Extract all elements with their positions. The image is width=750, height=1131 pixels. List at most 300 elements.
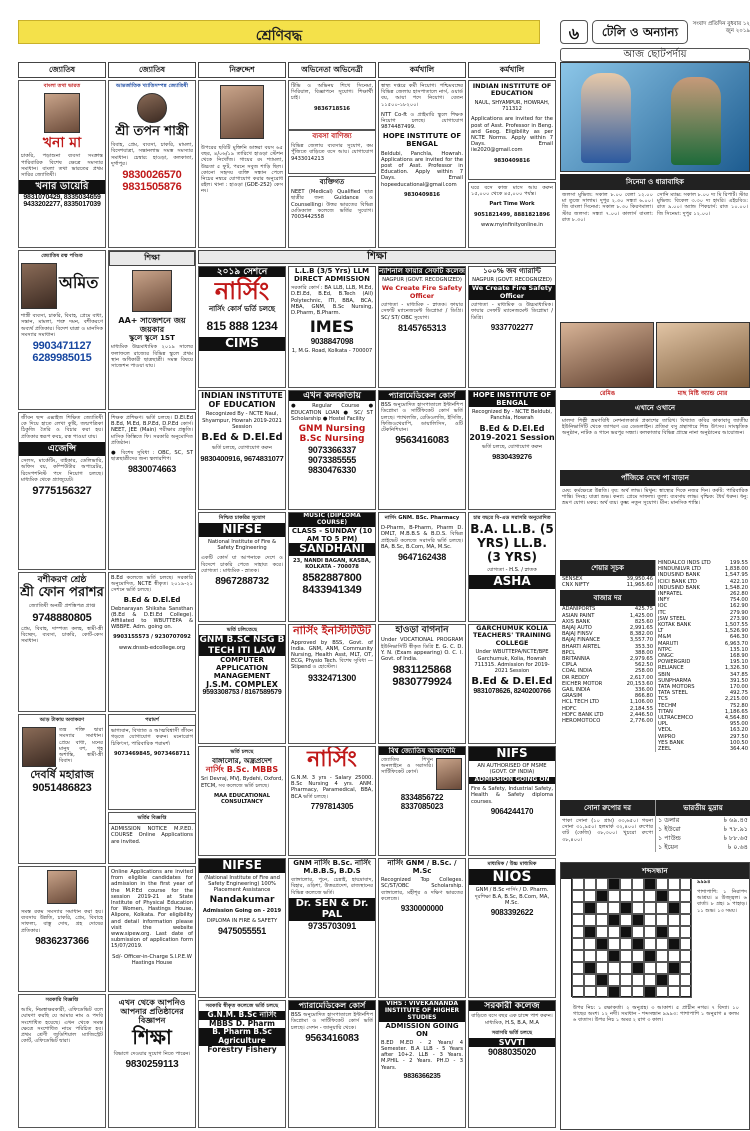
ad-body: নিশ্চিত চাকরির সুযোগ — [218, 515, 266, 521]
ad-name: অমিত — [59, 273, 99, 293]
stock-name: TCS — [658, 696, 668, 703]
crossword-cell[interactable] — [644, 890, 656, 902]
ad-iie — [198, 390, 286, 510]
ad-subtitle: COMPUTER APPLICATION MANAGEMENT — [213, 655, 271, 680]
crossword-cell[interactable] — [656, 914, 668, 926]
crossword-cell[interactable] — [620, 914, 632, 926]
ad-body: চাকরি, পড়াশুনা ব্যবসা সংক্রান্ত পারিবারিক বিশেষ ক্ষেত্রে সমস্যার সমাধান। বাংলা তথা ভারতের প্রথম সারির জ্যোতিষী। — [21, 153, 103, 178]
ad-phone: 9830074663 — [127, 464, 177, 475]
crossword-cell[interactable] — [668, 986, 680, 998]
ad-phone: 6289985015 — [32, 352, 92, 365]
ad-nifs — [468, 746, 556, 856]
ad-body: Approved by BSS, Govt. of India. GNM, ANM, Community Nursing, Health Asst, MLT, OT, ECG, Physio Tech. বিশেষ সুবিধা — Stipend ও হোস্টেল। — [291, 639, 373, 671]
ad-body: সেলস, মার্কেটিং, বাইকার, ডেলিভারি, অফিস বয়, কম্পিউটার অপারেটর, রিসেপশনিস্ট পদে নিয়োগ চলছে। মাধ্যমিক থেকে গ্র্যাজুয়েট। — [21, 458, 103, 483]
stock-value: 1,106.00 — [629, 699, 653, 706]
stock-value: 391.50 — [729, 677, 748, 684]
stock-name: POWERGRID — [658, 659, 691, 666]
astrologer-photo — [137, 93, 167, 123]
ad-subtitle: MBBS D. Pharm — [208, 1018, 275, 1028]
ad-body: G.N.M. 3 yrs - Salary 25000. B.Sc Nursing 4 yrs. ANM. Pharmacy, Paramedical, BBA, BCA ভর্তি চলছে। — [291, 775, 373, 800]
stock-name: BAJAJ FINANCE — [562, 637, 600, 644]
stock-name: AXIS BANK — [562, 618, 590, 625]
ad-name: শ্রী ফোন পরাশর — [20, 585, 104, 601]
fx-currency: ১ ইয়েন — [658, 843, 678, 851]
crossword-cell[interactable] — [608, 890, 620, 902]
ad-brand: CIMS — [199, 337, 285, 351]
crossword-cell[interactable] — [632, 902, 644, 914]
ad-nifse-1 — [198, 512, 286, 622]
crossword-cell[interactable] — [680, 890, 692, 902]
stock-name: TATA STEEL — [658, 690, 688, 697]
player-figure — [581, 73, 631, 163]
date-line: সংবাদ প্রতিদিন বুধবার ১২ জুন ২০১৯ — [692, 21, 750, 34]
ad-phone: 9330000000 — [400, 903, 444, 913]
ad-proshikshan — [108, 412, 196, 570]
crossword-cell[interactable] — [572, 878, 584, 890]
ad-parttime — [468, 182, 556, 248]
crossword-cell[interactable] — [596, 902, 608, 914]
stock-value: 1,326.30 — [724, 665, 748, 672]
crossword-cell[interactable] — [668, 926, 680, 938]
crossword-block — [584, 962, 596, 974]
crossword-cell[interactable] — [572, 914, 584, 926]
stock-name: BAJAJ AUTO — [562, 625, 592, 632]
column-header-astrology-2 — [108, 62, 196, 78]
stock-value: 2,446.50 — [629, 711, 653, 718]
crossword-cell[interactable] — [680, 962, 692, 974]
crossword-cell[interactable] — [620, 938, 632, 950]
ad-body: নার্সিং GNM. BSc. Pharmacy — [384, 515, 460, 521]
ad-subtitle: Nandakumar — [209, 895, 275, 906]
ad-body: 9903155573 / 9230707092 — [113, 634, 191, 641]
market-heading: বাজার দর — [560, 590, 655, 606]
stock-name: UPL — [658, 721, 668, 728]
crossword-cell[interactable] — [608, 902, 620, 914]
stock-name: M&M — [658, 634, 671, 641]
crossword-cell[interactable] — [680, 938, 692, 950]
stock-value: 1,526.90 — [724, 628, 748, 635]
stock-name: INFRATEL — [658, 591, 683, 598]
ad-body: সরাসরি ভর্তি চলছে — [491, 1029, 533, 1036]
ad-phone: 9830409816 — [403, 191, 441, 198]
stock-name: BRITANNIA — [562, 656, 590, 663]
stock-value: 168.90 — [729, 653, 748, 660]
crossword-cell[interactable] — [680, 974, 692, 986]
crossword-cell[interactable] — [644, 914, 656, 926]
ad-title: ন্যাশনাল ফায়ার সেফটি কলেজ — [379, 267, 465, 275]
ad-body: www.dnssb-edcollege.org — [118, 644, 186, 651]
ad-khana-ma — [18, 80, 106, 248]
fx-row — [656, 816, 750, 825]
crossword-cell[interactable] — [596, 914, 608, 926]
stock-value: 195.10 — [729, 659, 748, 666]
ad-body: যোগ্যতা - মাধ্যমিক - স্নাতক। ফায়ার সেফটি ম্যানেজমেন্ট ডিপ্লোমা / ডিগ্রি। SC/ ST/ OBC সুযোগ। — [381, 302, 463, 321]
ad-subtitle: B.Ed & D.El.Ed — [201, 431, 283, 443]
fx-currency: ১ পাউন্ড — [658, 834, 681, 842]
ad-bed-deled — [108, 572, 196, 712]
crossword-number: ৯৯৯৪ — [697, 879, 711, 885]
ad-phone: 9593308753 / 8167589579 — [202, 689, 282, 697]
crossword-cell[interactable] — [656, 902, 668, 914]
ad-business — [288, 130, 376, 174]
stock-value: 20,153.60 — [626, 680, 653, 687]
ad-subtitle: ADMISSION GOING ON — [385, 1021, 459, 1038]
crossword-cell[interactable] — [620, 986, 632, 998]
column-header-label: অভিনেতা অভিনেত্রী — [289, 63, 375, 78]
crossword-cell[interactable] — [584, 914, 596, 926]
crossword-cell[interactable] — [656, 878, 668, 890]
stock-list-left — [560, 606, 655, 724]
crossword-cell[interactable] — [632, 974, 644, 986]
crossword-block — [668, 962, 680, 974]
crossword-cell[interactable] — [596, 986, 608, 998]
stock-value: 562.50 — [634, 662, 653, 669]
astrologer-photo — [47, 870, 77, 904]
ad-title: NIFSE — [199, 523, 285, 537]
crossword-cell[interactable] — [632, 878, 644, 890]
stock-name: DR REDDY — [562, 674, 590, 681]
ad-phone: 9051486823 — [32, 781, 92, 794]
ad-garchumuk — [468, 624, 556, 744]
ad-amit — [18, 250, 106, 410]
crossword-cell[interactable] — [680, 926, 692, 938]
movie-still — [560, 322, 654, 388]
crossword-cell[interactable] — [596, 962, 608, 974]
fx-row — [656, 825, 750, 834]
stock-name: HDFC BANK LTD — [562, 711, 604, 718]
column-header-jobs-1 — [378, 62, 466, 78]
here-there-body: মালদা শিল্পী ভ্রমণবিধি নেশনালকার্ড প্রকাশের তারিখ। বিখ্যাত কবির কাকাবাবু জাতীয় ইউনিভার্সিটি থেকে জাগরণ এর ডেডলাইন। প্রতিমা বসু গ্রন্থাগারে শিশু উৎসব। সাংস্কৃতিক অনুষ্ঠান, নাটক ও গানে ভরপুর সন্ধ্যা। কলকাতার বিভিন্ন প্রান্তে নানা অনুষ্ঠানের আয়োজন। — [562, 418, 748, 437]
crossword-cell[interactable] — [680, 878, 692, 890]
crossword-cell[interactable] — [656, 938, 668, 950]
crossword-block — [644, 878, 656, 890]
ad-bhorti — [108, 812, 196, 864]
crossword-cell[interactable] — [572, 986, 584, 998]
ad-phone: 815 888 1234 — [206, 319, 278, 334]
stock-value: 163.20 — [729, 727, 748, 734]
stock-value: 754.00 — [729, 597, 748, 604]
stock-name: HEROMOTOCO — [562, 718, 601, 725]
ad-forestry — [198, 1000, 286, 1128]
crossword-cell[interactable] — [644, 974, 656, 986]
stock-name: INDUSIND BANK — [658, 572, 700, 579]
ad-body: Recognized By - NCTE Beldubi, Panchla, Howrah — [471, 409, 553, 422]
ad-body: যোগ্যতা - H.S. / স্নাতক — [487, 566, 537, 573]
crossword-cell[interactable] — [632, 950, 644, 962]
stock-value: 825.60 — [634, 618, 653, 625]
ad-nifse-2 — [198, 858, 286, 998]
stock-name: INDUSIND BANK — [658, 584, 700, 591]
stock-name: HDFC — [562, 705, 577, 712]
crossword-cell[interactable] — [656, 950, 668, 962]
ad-body: Fire & Safety, Industrial Safety, Health & Safety diploma courses. — [471, 786, 553, 805]
ad-phone: 9647162438 — [397, 552, 447, 563]
crossword-cell[interactable] — [584, 878, 596, 890]
crossword-cell[interactable] — [584, 986, 596, 998]
crossword-block — [608, 878, 620, 890]
crossword-cell[interactable] — [608, 974, 620, 986]
ad-body: ভাগ্যবান, বিখ্যাত ও আত্মবিশ্বাসী জীবন গড়তে যোগাযোগ করুন। মনোরোগ চিকিৎসা, পারিবারিক পরামর্শ। — [111, 728, 193, 747]
ad-subtitle: We Create Fire Safety Officer — [381, 284, 463, 300]
stock-heading: শেয়ার সূচক — [560, 560, 655, 576]
ad-subtitle: NAUL, SHYAMPUR, HOWRAH, 711312 — [474, 99, 550, 113]
crossword-cell[interactable] — [584, 950, 596, 962]
right-headline-box — [560, 48, 750, 60]
crossword-cell[interactable] — [596, 950, 608, 962]
crossword-cell[interactable] — [584, 974, 596, 986]
crossword-cell[interactable] — [596, 926, 608, 938]
crossword-cell[interactable] — [584, 938, 596, 950]
ad-hope — [468, 390, 556, 510]
stock-name: ICICI BANK LTD — [658, 578, 697, 585]
ad-body: Sd/- Officer-in-Charge S.I.P.E.W Hastings House — [112, 953, 192, 966]
ad-title: NIFSE — [199, 859, 285, 873]
movie-caption: রেমিঙ — [599, 390, 616, 397]
sensex-value: 39,950.46 — [626, 576, 653, 582]
ad-body: একটি কোর্স যা আপনাকে দেশে ও বিদেশে চাকরি পেতে সাহায্য করে। যোগ্যতা : মাধ্যমিক - স্নাতক। — [201, 555, 283, 574]
stock-name: HCL TECH LTD — [562, 699, 600, 706]
crossword-cell[interactable] — [668, 890, 680, 902]
ad-body: AN AUTHORISED OF MSME (GOVT. OF INDIA) — [477, 762, 547, 775]
fx-value: ৳ ৮৮.৬৫ — [723, 834, 748, 842]
stock-name: ZEEL — [658, 746, 671, 753]
ad-body: B.ED M.ED - 2 Years/ 4 Semester. B.A LLB - 5 Years after 10+2. LLB - 3 Years. M.PHIL - 2 Years. PH.D - 3 Years. — [381, 1039, 463, 1071]
ad-llb-imes — [288, 266, 376, 388]
ad-band: এজেন্সি — [19, 442, 105, 456]
crossword-block — [632, 962, 644, 974]
crossword-cell[interactable] — [632, 890, 644, 902]
stock-row — [656, 746, 750, 752]
fx-heading: ভারতীয় মুদ্রায় — [656, 800, 750, 816]
ad-narsing-big — [288, 746, 376, 856]
ad-phone: 9775156327 — [32, 484, 92, 497]
crossword-cell[interactable] — [632, 926, 644, 938]
crossword-clues-down: উপর নিচ: ১ রক্ষাকর্তা। ২ অনুগ্রহ। ৩ আকাশ। ৫ প্রাচীন নগর। ৭ বিদ্যা। ১০ গাছের অংশ। ১২ নদী। সমাধান - শব্দসন্ধান ৯৯৯৩: পাশাপাশি ১ অনুরাগ ৪ কলম ৬ বাতাস। উপর নিচ ১ অমর ২ রাগ ৩ কাল। — [573, 1005, 739, 1024]
cinema-photos — [560, 322, 750, 388]
ad-phone: 9563416083 — [395, 435, 449, 447]
fx-row — [656, 834, 750, 843]
ad-title: নার্সিং GNM / B.Sc. / M.Sc — [387, 859, 457, 876]
ad-body: Beldubi, Panchla, Howrah. Applications are invited for the post of Asst. Professor in Education. Apply within 7 Days. Email hopeeducational@gmail.com — [381, 150, 463, 188]
right-headline: আজ ছোটপর্দায় — [560, 48, 750, 62]
crossword-cell[interactable] — [644, 902, 656, 914]
ad-body: NEET (Medical) Qualified ছাত্র ছাত্রীর জন্য Guidance ও Counselling। উত্তর ভারতের বিভিন্ন মেডিক্যাল কলেজে ভর্তির সুযোগ। 7003442558 — [291, 189, 373, 221]
ad-title: বশীকরণ শ্রেষ্ঠ — [37, 575, 87, 585]
ad-body: Recognized Top Colleges. SC/ST/OBC Scholarship. ব্যাঙ্গালোর, মহীশূর ও দক্ষিণ ভারতের কলেজে। — [381, 877, 463, 902]
crossword-cell[interactable] — [644, 962, 656, 974]
column-header-label: কর্মখালি — [379, 63, 465, 78]
ad-brand: Dr. SEN & Dr. PAL — [289, 898, 375, 921]
stock-name: YES BANK — [658, 739, 684, 746]
crossword-grid[interactable] — [571, 877, 691, 997]
stock-name: COAL INDIA — [562, 668, 593, 675]
ad-title: নার্সিং কোর্স ভর্তি চলছে — [208, 305, 276, 314]
classified-header — [18, 20, 540, 44]
ad-body: বিবাহ, প্রেম, ব্যবসা, চাকরি, মামলা, বিদেশযাত্রা, সন্তানলাভ সমস্ত সমস্যার সমাধান। চেম্বার: হাওড়া, কলকাতা, দুর্গাপুর। — [111, 142, 193, 167]
ad-body: ভর্তি চলছে, যোগাযোগ করুন — [482, 443, 542, 450]
ad-subtitle: স্কুলে স্কুলে 1ST — [129, 334, 175, 343]
ad-body: ব্যাঙ্গালোর, পুনে, চেন্নাই, হায়দ্রাবাদ, বিহার, ওড়িশা, উত্তরপ্রদেশ, রাজস্থানের বিভিন্ন কলেজে ভর্তি। — [291, 877, 373, 896]
stock-value: 135.10 — [729, 646, 748, 653]
nifty-row: CNX NIFTY 11,965.60 — [562, 582, 653, 589]
crossword-cell[interactable] — [608, 926, 620, 938]
ad-title: প্যারামেডিকেল কোর্স — [379, 391, 465, 400]
fx-currency: ১ ইউরো — [658, 825, 681, 833]
sensex-row: SENSEX 39,950.46 — [562, 576, 653, 582]
stock-value: 2,617.00 — [629, 674, 653, 681]
stock-list-right — [655, 560, 750, 752]
crossword-cell[interactable] — [620, 890, 632, 902]
ad-poramorsho — [108, 714, 196, 810]
ad-title: নার্সিং — [307, 747, 357, 772]
ad-kolkata-nursing — [288, 390, 376, 510]
ad-phone: 9563416083 — [305, 1032, 359, 1044]
crossword-cell[interactable] — [644, 938, 656, 950]
crossword-cell[interactable] — [596, 878, 608, 890]
ad-body: NAGPUR (GOVT. RECOGNIZED) — [472, 277, 552, 284]
ad-body: বাড়িতে বসে বছর এক চান্সে পাশ করুন। মাধ্যমিক, H.S, B.A, M.A — [471, 1013, 553, 1026]
ad-subtitle: বাঙ্গালোর, অন্ধ্রপ্রদেশ — [212, 757, 272, 766]
crossword-cell[interactable] — [572, 902, 584, 914]
crossword-block — [608, 986, 620, 998]
ad-title: MUSIC (DIPLOMA COURSE) — [289, 513, 375, 527]
ad-phone: 9831070429, 8335034659 — [23, 193, 101, 201]
crossword-cell[interactable] — [668, 974, 680, 986]
ad-notice — [18, 994, 106, 1128]
ad-body: চার বছরে বি-এড সরাসরি অনুমোদিত — [473, 515, 551, 521]
crossword-cell[interactable] — [608, 962, 620, 974]
page-number: ৬ — [560, 20, 588, 44]
ad-address: 23, NANDI BAGAN, KASBA, KOLKATA - 700078 — [293, 557, 371, 570]
crossword-cell[interactable] — [680, 902, 692, 914]
ad-phone: 9903471127 — [32, 340, 92, 353]
ad-body: টিভি ও অভিনয় শিখে সিনেমা, সিরিয়াল, বিজ্ঞাপনে সুযোগ। শিক্ষার্থী চাই। — [291, 83, 373, 102]
ad-word: শিক্ষা — [132, 1024, 172, 1049]
crossword-cell[interactable] — [656, 986, 668, 998]
gold-body: পাকা সোনা (১০ গ্রাম) ৩৩,৬৫০। গয়না সোনা ৩১,৯৫০। হলমার্ক ৩২,৪০০। রুপোর বাট (কেজি) ৩৮,৩০০। খুচরো রুপো ৩৮,৪০০। — [562, 818, 653, 843]
ad-phone: 9830779924 — [392, 676, 452, 689]
fx-currency: ১ ডলার — [658, 816, 680, 824]
cinema-captions — [560, 389, 750, 399]
crossword-cell[interactable] — [572, 890, 584, 902]
ad-nursing-gnm — [378, 858, 466, 998]
crossword-block — [668, 938, 680, 950]
ad-body: উপরের ছবিটি মুক্তিনি ডাঙ্গরা বয়স ৬৫ বছর, ৪/০৬/১৯ তারিখে হাওড়া স্টেশন থেকে নিখোঁজ। গায়ের রং শ্যামলা, উচ্চতা ৫ ফুট, পরনে সবুজ শাড়ি ছিল। কোনো সহৃদয় ব্যক্তি সন্ধান পেলে নিচের নম্বরে যোগাযোগ করার অনুরোধ রইল। থানা : হাওড়া (GDE-252) কেস নং। — [201, 145, 283, 195]
ad-sarkari — [468, 1000, 556, 1128]
crossword-cell[interactable] — [572, 962, 584, 974]
ad-body: মাধ্যমিক / উচ্চ মাধ্যমিক — [487, 861, 537, 867]
teacher-photo — [132, 270, 172, 312]
ad-line: বাংলা তথা ভারত — [43, 83, 81, 89]
crossword-block — [596, 890, 608, 902]
ad-paramedical — [378, 390, 466, 510]
crossword-cell[interactable] — [668, 914, 680, 926]
stock-name: MARUTI — [658, 640, 679, 647]
ad-jobs-1 — [378, 80, 466, 248]
ad-phone: 9831078626, 8240200766 — [473, 687, 551, 695]
stock-name: TECHM — [658, 702, 677, 709]
crossword-cell[interactable] — [656, 962, 668, 974]
crossword-cell[interactable] — [680, 986, 692, 998]
right-header — [560, 20, 750, 44]
ad-body: মাধ্যমিক উচ্চমাধ্যমিক ২০১৯ সালের ফলাফলে রাজ্যের বিভিন্ন স্কুলে প্রথম স্থান অধিকারী ছাত্রছাত্রী। সমস্ত বিষয়ে সাজেশন পাওয়া যায়। — [111, 344, 193, 370]
crossword-cell[interactable] — [644, 926, 656, 938]
ad-phone: 9337702277 — [490, 322, 534, 332]
crossword-cell[interactable] — [572, 926, 584, 938]
ad-subtitle: নার্সিং B.Sc. MBBS — [205, 765, 279, 775]
ad-body: MAA EDUCATIONAL CONSULTANCY — [213, 792, 271, 806]
ad-year: ২০১৯ সেশনে — [199, 267, 285, 277]
ad-body: জীবন ছন্দ এক্সাইজ শিক্ষিত জ্যোতিষী কে দিয়ে হাতে লেখা কুষ্টি, জন্মপত্রিকা ঠিকুজি তৈরি ও বিচার করা হয়। প্রতিকার স্বরূপ কবচ, রত্ন পাওয়া যায়। — [21, 415, 103, 440]
crossword-cell[interactable] — [572, 974, 584, 986]
ad-name: শ্রী তপন শাস্ত্রী — [115, 124, 189, 140]
stock-name: BHARTI AIRTEL — [562, 643, 601, 650]
crossword-cell[interactable] — [668, 878, 680, 890]
ad-subtitle: B.Ed & D.El.Ed — [471, 676, 553, 688]
crossword-cell[interactable] — [572, 950, 584, 962]
crossword-block — [608, 914, 620, 926]
stock-value: 364.40 — [729, 746, 748, 753]
stock-value: 297.50 — [729, 733, 748, 740]
crossword-cell[interactable] — [680, 950, 692, 962]
ad-title: GNM নার্সিং B.Sc. নার্সিং M.B.B.S, B.D.S — [293, 859, 371, 876]
crossword-cell[interactable] — [620, 950, 632, 962]
stock-name: ONGC — [658, 653, 674, 660]
crossword-cell[interactable] — [620, 878, 632, 890]
ad-phone: 8967288732 — [215, 576, 269, 588]
ad-body: Debnarayan Shiksha Sansthan (B.Ed & D.El.Ed College). Affiliated to WBUTTEPA & WBBPE. Adm. going on. — [111, 605, 193, 631]
education-banner-small: শিক্ষা — [109, 251, 195, 266]
column-header-label: কর্মখালি — [469, 63, 555, 78]
ad-title: নার্সিং ইনস্টিটিউট — [293, 624, 371, 637]
crossword-cell[interactable] — [620, 974, 632, 986]
ad-title-large: নার্সিং — [214, 277, 270, 306]
ad-body: ভর্তি চলছে — [230, 749, 254, 755]
crossword-cell[interactable] — [668, 950, 680, 962]
ad-ba-llb — [468, 512, 556, 622]
ad-phone: 8582887800 — [302, 571, 362, 584]
ad-haora — [378, 624, 466, 744]
ad-vishwa — [378, 746, 466, 856]
ad-brand: SVVTI — [469, 1038, 555, 1047]
ad-phone: 9748880805 — [32, 611, 92, 624]
stock-value: 2,776.00 — [629, 718, 653, 725]
crossword-cell[interactable] — [632, 986, 644, 998]
crossword-section — [560, 862, 750, 1130]
ad-body: BSS অনুমোদিত হাসপাতালে ইন্টার্নশিপ ডিপ্লোমা ও সার্টিফিকেট কোর্স ভর্তি চলছে। প্যাথলজি, রেডিওলজি, ইসিজি, ফিজিওথেরাপি, ডায়ালিসিস, ওটি টেকনিশিয়ান। — [381, 402, 463, 433]
crossword-cell[interactable] — [608, 938, 620, 950]
ad-jobs-2 — [468, 80, 556, 180]
stock-name: ADANIPORTS — [562, 606, 596, 613]
crossword-cell[interactable] — [680, 914, 692, 926]
crossword-cell[interactable] — [572, 938, 584, 950]
stock-value: 273.90 — [729, 615, 748, 622]
stock-value: 425.75 — [634, 606, 653, 613]
ad-body: তন্ত্র শক্তি দ্বারা সমস্যার সমাধান। প্রেমে বাধা, মনের মানুষ বশ, গৃহ অশান্তি, স্বামী-স্ত্রী বিবাদ। — [59, 727, 103, 765]
crossword-cell[interactable] — [620, 962, 632, 974]
ad-agency — [18, 412, 106, 570]
ad-name: দেবর্ষি মহারাজ — [30, 768, 94, 782]
ad-phone: 9475055551 — [217, 926, 267, 937]
ad-subtitle: J.S.M. COMPLEX — [206, 680, 278, 690]
crossword-cell[interactable] — [584, 890, 596, 902]
ad-phone: 9073366337 — [307, 444, 357, 455]
missing-person-photo — [220, 85, 264, 139]
astrologer-photo — [22, 727, 56, 767]
ad-phone: 9038847098 — [310, 336, 354, 346]
ad-title: VIHS : VIVEKANANDA INSTITUTE OF HIGHER STUDIES — [379, 1001, 465, 1022]
fx-value: ৳ ৬৯.৪৫ — [723, 816, 748, 824]
